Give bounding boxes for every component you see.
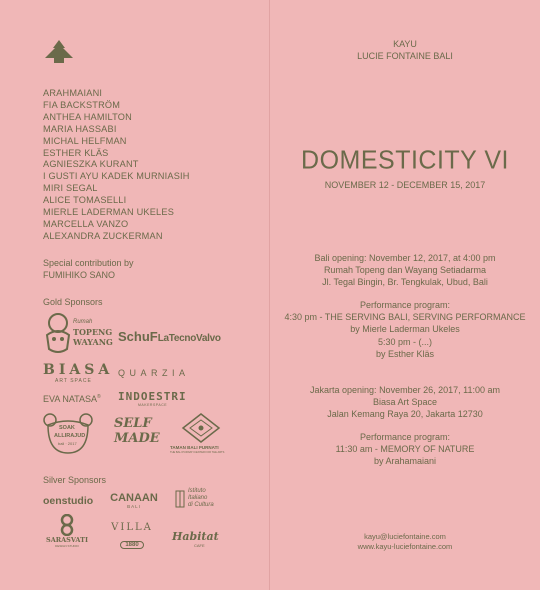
- jakarta-program-line: Performance program:: [359, 432, 451, 442]
- contact-email: kayu@luciefontaine.com: [364, 532, 446, 541]
- bali-program-line: Performance program:: [359, 300, 451, 310]
- taman-text-2: THE BALI PURNATI CENTER FOR THE ARTS: [170, 451, 225, 454]
- made-text: MADE: [114, 431, 160, 446]
- special-label: Special contribution by: [43, 258, 134, 268]
- istituto-text-1: Istituto: [188, 488, 206, 494]
- contact-website: www.kayu-luciefontaine.com: [357, 542, 453, 551]
- eva-natasa-logo: [43, 394, 101, 404]
- bali-program-line: by Mierle Laderman Ukeles: [350, 324, 460, 335]
- jakarta-opening-line: Jalan Kemang Raya 20, Jakarta 12730: [327, 409, 483, 420]
- biasa-text: BIASA: [43, 362, 114, 378]
- latecno-text: LaTecnoValvo: [157, 333, 221, 344]
- istituto-logo: [175, 488, 230, 516]
- special-name: FUMIHIKO SANO: [43, 269, 116, 280]
- schuf-text: SchuF: [118, 329, 158, 344]
- artist-name: ALICE TOMASELLI: [43, 195, 127, 206]
- biasa-sub-text: ART SPACE: [55, 378, 92, 384]
- indoestri-sub-text: MAKERSPACE: [138, 403, 168, 407]
- eva-registered-mark: ®: [97, 394, 101, 400]
- quarzia-logo: QUARZIA: [118, 368, 190, 378]
- artist-name: ESTHER KLÄS: [43, 147, 109, 158]
- artist-name: I GUSTI AYU KADEK MURNIASIH: [43, 171, 190, 182]
- jakarta-program: [270, 431, 540, 468]
- villa-number-text: 1880: [120, 541, 143, 549]
- topeng-text-3: WAYANG: [73, 337, 113, 347]
- silver-sponsors-heading: Silver Sponsors: [43, 475, 107, 485]
- artist-name: FIA BACKSTRÖM: [43, 99, 121, 110]
- jakarta-opening-line: Biasa Art Space: [372, 397, 438, 408]
- artist-list: [43, 88, 190, 243]
- jakarta-program-line: 11:30 am - MEMORY OF NATURE: [335, 444, 475, 455]
- habitat-text: Habitat: [172, 530, 219, 543]
- bali-opening: [270, 252, 540, 289]
- artist-name: ALEXANDRA ZUCKERMAN: [43, 230, 163, 241]
- artist-name: AGNIESZKA KURANT: [43, 159, 139, 170]
- villa-1880-logo: [110, 522, 154, 551]
- biasa-logo: [43, 362, 113, 384]
- jakarta-opening: [270, 384, 540, 421]
- roof-logo-icon: [43, 40, 75, 64]
- artist-name: MIRI SEGAL: [43, 183, 98, 194]
- istituto-text-3: di Cultura: [188, 502, 214, 508]
- artist-name: MICHAL HELFMAN: [43, 135, 127, 146]
- bali-program: [270, 299, 540, 360]
- canaan-logo: [110, 492, 158, 509]
- schuf-logo: [118, 329, 221, 344]
- bali-program-line: by Esther Kläs: [375, 348, 435, 359]
- self-text: SELF: [114, 416, 152, 431]
- venue-line-1: KAYU: [393, 39, 417, 49]
- venue-line-2: LUCIE FONTAINE BALI: [357, 51, 453, 61]
- bali-opening-line: Rumah Topeng dan Wayang Setiadarma: [323, 265, 487, 276]
- exhibition-dates: NOVEMBER 12 - DECEMBER 15, 2017: [324, 180, 486, 190]
- bali-opening-line: Jl. Tegal Bingin, Br. Tengkulak, Ubud, Bali: [322, 277, 488, 288]
- villa-text: VILLA: [111, 522, 153, 533]
- bali-program-line: 4:30 pm - THE SERVING BALI, SERVING PERFORMANCE: [284, 312, 526, 323]
- istituto-text-2: Italiano: [188, 495, 208, 501]
- artist-name: MARIA HASSABI: [43, 123, 117, 134]
- soak-text-2: ALLIRAJUD: [54, 433, 86, 439]
- indoestri-logo: [118, 390, 187, 407]
- jakarta-program-line: by Arahamaiani: [373, 456, 437, 467]
- artist-name: ANTHEA HAMILTON: [43, 111, 132, 122]
- artist-name: MARCELLA VANZO: [43, 218, 129, 229]
- soak-text-3: bali · 2017: [58, 441, 77, 446]
- sarasvati-sub-text: DESIGN STUDIO: [55, 544, 79, 548]
- self-made-logo: [114, 416, 160, 446]
- special-contribution: [43, 258, 134, 281]
- exhibition-title: DOMESTICITY VI: [301, 145, 509, 175]
- indoestri-text: INDOESTRI: [118, 390, 187, 403]
- canaan-sub-text: BALI: [127, 504, 141, 509]
- sarasvati-logo: [43, 514, 91, 548]
- topeng-text-2: TOPENG: [73, 327, 113, 337]
- topeng-text-1: Rumah: [73, 319, 93, 325]
- istituto-emblem-icon: [175, 490, 185, 508]
- taman-bali-purnati-logo: [170, 412, 232, 456]
- sarasvati-emblem-icon: [58, 514, 76, 536]
- right-panel: [270, 0, 540, 590]
- oenstudio-logo: oenstudio: [43, 495, 94, 507]
- gold-sponsors-heading: Gold Sponsors: [43, 297, 103, 307]
- topeng-logo: [43, 313, 113, 357]
- venue-header: [270, 38, 540, 62]
- contact-info: [270, 532, 540, 552]
- bali-program-line: 5:30 pm - (...): [377, 336, 432, 347]
- artist-name: ARAHMAIANI: [43, 88, 103, 98]
- artist-name: MIERLE LADERMAN UKELES: [43, 207, 175, 218]
- eva-text: EVA NATASA: [43, 394, 98, 404]
- bali-opening-line: Bali opening: November 12, 2017, at 4:00 pm: [314, 253, 496, 263]
- habitat-logo: [172, 530, 219, 548]
- jakarta-opening-line: Jakarta opening: November 26, 2017, 11:00 am: [310, 385, 500, 395]
- taman-emblem-icon: [181, 412, 221, 444]
- soak-logo: [43, 413, 93, 455]
- canaan-text: CANAAN: [110, 492, 158, 504]
- taman-text-1: TAMAN BALI PURNATI: [170, 445, 219, 450]
- soak-text-1: SOAK: [59, 425, 75, 431]
- habitat-sub-text: CAFE: [194, 543, 205, 548]
- topeng-mask-icon: [43, 313, 73, 355]
- sarasvati-text: SARASVATI: [46, 536, 88, 544]
